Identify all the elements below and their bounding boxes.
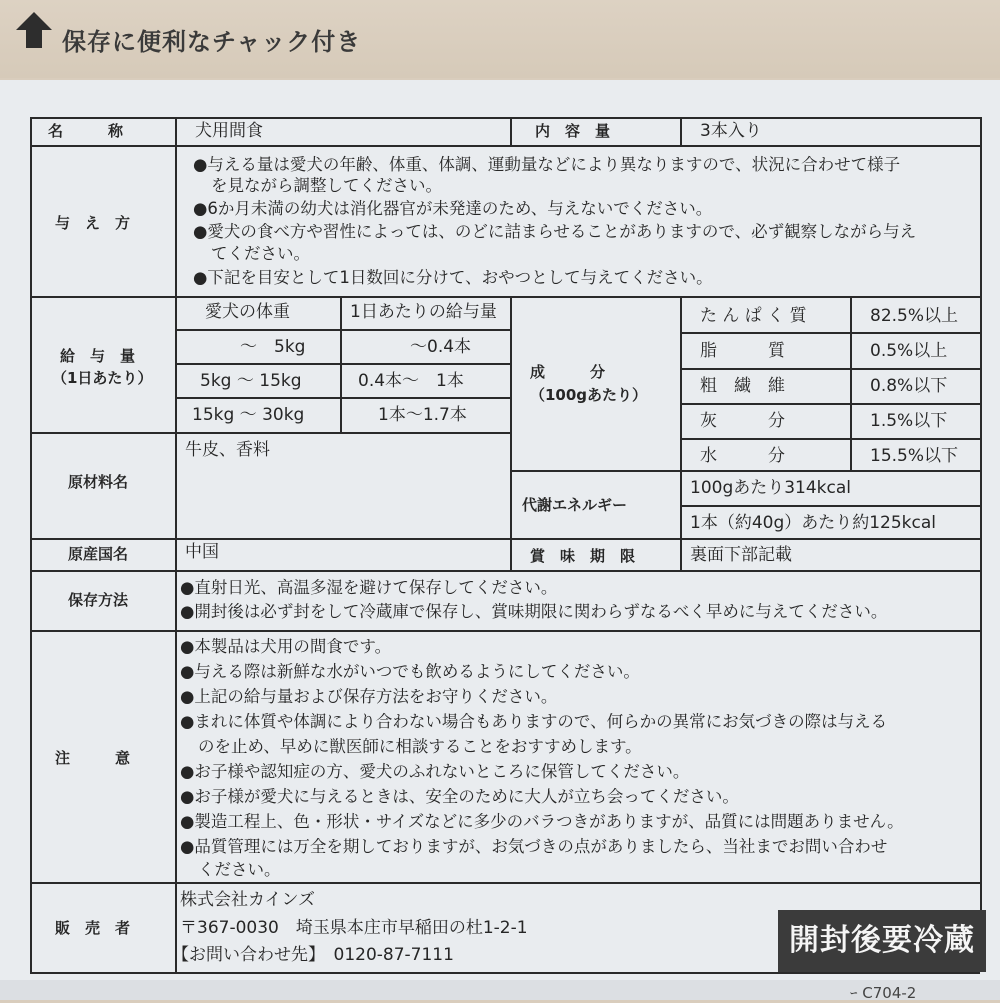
caution-line: ●品質管理には万全を期しておりますが、お気づきの点がありましたら、当社までお問い合わせ (180, 837, 888, 856)
feeding-method-line: ●与える量は愛犬の年齢、体重、体調、運動量などにより異なりますので、状況に合わせて様子 (193, 155, 901, 174)
caution-line: ●お子様が愛犬に与えるときは、安全のために大人が立ち会ってください。 (180, 787, 739, 806)
composition-name: 粗 繊 維 (700, 376, 785, 396)
best-before-label: 賞 味 期 限 (530, 547, 636, 565)
seller-address: 〒367-0030 埼玉県本庄市早稲田の杜1-2-1 (180, 918, 528, 938)
weight-cell: ～ 5kg (240, 337, 306, 357)
amount-cell: 1本～1.7本 (378, 405, 467, 425)
caution-line: ●本製品は犬用の間食です。 (180, 637, 392, 656)
refrigerate-stamp: 開封後要冷蔵 (778, 910, 986, 972)
composition-value: 15.5%以下 (870, 446, 959, 466)
amount-cell: ～0.4本 (410, 337, 472, 357)
feeding-method-line: ●下記を目安として1日数回に分けて、おやつとして与えてください。 (193, 268, 713, 287)
seller-contact: 【お問い合わせ先】 0120-87-7111 (172, 945, 454, 965)
caution-label: 注 意 (55, 749, 131, 767)
composition-name: た ん ぱ く 質 (700, 306, 807, 326)
composition-name: 水 分 (700, 446, 785, 466)
storage-line: ●直射日光、高温多湿を避けて保存してください。 (180, 578, 558, 597)
storage-label: 保存方法 (68, 591, 129, 609)
feeding-amount-label: 給 与 量 (60, 347, 136, 365)
feeding-method-line: てください。 (211, 244, 310, 263)
feeding-method-line: ●愛犬の食べ方や習性によっては、のどに詰まらせることがありますので、必ず観察しながら与え (193, 222, 917, 241)
amount-header: 1日あたりの給与量 (350, 302, 497, 322)
origin-label: 原産国名 (68, 545, 129, 563)
storage-line: ●開封後は必ず封をして冷蔵庫で保存し、賞味期限に関わらずなるべく早めに与えてください。 (180, 602, 888, 621)
composition-name: 灰 分 (700, 411, 785, 431)
weight-cell: 15kg ～ 30kg (192, 405, 305, 425)
caution-line: ●上記の給与量および保存方法をお守りください。 (180, 687, 558, 706)
content-value: 3本入り (700, 121, 762, 141)
composition-sublabel: （100gあたり） (530, 386, 648, 404)
composition-value: 0.5%以上 (870, 341, 948, 361)
feeding-amount-sublabel: （1日あたり） (52, 369, 153, 387)
zipper-note: 保存に便利なチャック付き (62, 28, 362, 56)
best-before-value: 裏面下部記載 (690, 545, 792, 565)
feeding-method-line: を見ながら調整してください。 (211, 176, 442, 195)
ingredients-value: 牛皮、香料 (185, 440, 270, 460)
feeding-method-line: ●6か月未満の幼犬は消化器官が未発達のため、与えないでください。 (193, 199, 713, 218)
caution-line: ●製造工程上、色・形状・サイズなどに多少のバラつきがありますが、品質には問題ありません。 (180, 812, 904, 831)
composition-name: 脂 質 (700, 341, 785, 361)
energy-per-100g: 100gあたり314kcal (690, 478, 852, 498)
amount-cell: 0.4本～ 1本 (358, 371, 464, 391)
energy-per-piece: 1本（約40g）あたり約125kcal (690, 513, 937, 533)
composition-label: 成 分 (530, 363, 606, 381)
product-code: ｰ C704-2 (850, 984, 917, 1002)
weight-cell: 5kg ～ 15kg (200, 371, 302, 391)
content-label: 内 容 量 (535, 122, 611, 140)
feeding-method-label: 与 え 方 (55, 214, 131, 232)
seller-company: 株式会社カインズ (180, 890, 315, 910)
name-value: 犬用間食 (195, 121, 263, 141)
caution-line: のを止め、早めに獣医師に相談することをおすすめします。 (198, 737, 642, 756)
composition-value: 1.5%以下 (870, 411, 948, 431)
composition-value: 0.8%以下 (870, 376, 948, 396)
energy-label: 代謝エネルギー (522, 496, 628, 514)
caution-line: ください。 (198, 860, 281, 879)
caution-line: ●まれに体質や体調により合わない場合もありますので、何らかの異常にお気づきの際は与える (180, 712, 888, 731)
name-label: 名 称 (48, 122, 124, 140)
origin-value: 中国 (185, 542, 219, 562)
arrow-up-icon (14, 10, 54, 50)
ingredients-label: 原材料名 (68, 473, 129, 491)
caution-line: ●与える際は新鮮な水がいつでも飲めるようにしてください。 (180, 662, 640, 681)
seller-label: 販 売 者 (55, 919, 131, 937)
caution-line: ●お子様や認知症の方、愛犬のふれないところに保管してください。 (180, 762, 690, 781)
composition-value: 82.5%以上 (870, 306, 959, 326)
weight-header: 愛犬の体重 (205, 302, 290, 322)
